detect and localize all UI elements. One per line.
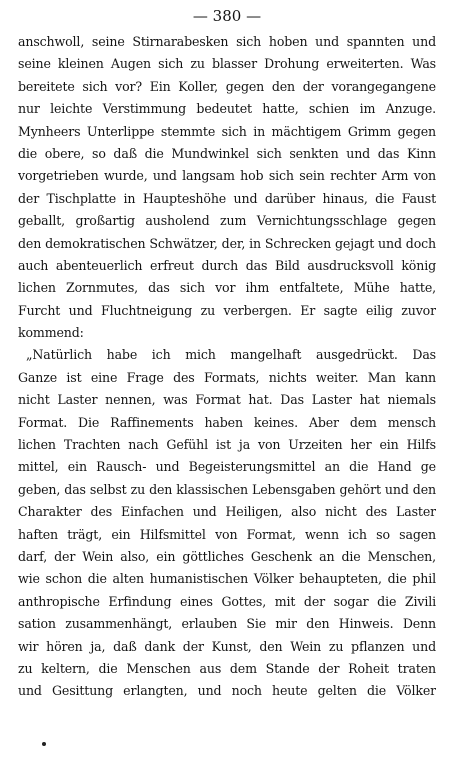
text-line: sation zusammenhängt, erlauben Sie mir den Hinweis. Denn xyxy=(18,616,436,632)
ink-speck xyxy=(42,742,46,746)
page-number: — 380 — xyxy=(192,7,262,25)
text-line: bereitete sich vor? Ein Koller, gegen den der vorangegangene xyxy=(18,78,436,94)
text-line: die obere, so daß die Mundwinkel sich senkten und das Kinn xyxy=(18,145,436,161)
text-line: vorgetrieben wurde, und langsam hob sich sein rechter Arm von xyxy=(18,168,436,184)
body-text xyxy=(18,31,436,703)
text-line: wir hören ja, daß dank der Kunst, den Wein zu pflanzen und xyxy=(18,638,436,654)
text-line: den demokratischen Schwätzer, der, in Schrecken gejagt und doch xyxy=(18,235,436,251)
text-line: Mynheers Unterlippe stemmte sich in mächtigem Grimm gegen xyxy=(18,123,436,139)
text-line: Furcht und Fluchtneigung zu verbergen. Er sagte eilig zuvor xyxy=(18,302,436,318)
text-line: anschwoll, seine Stirnarabesken sich hoben und spannten und xyxy=(18,34,436,49)
text-line: geben, das selbst zu den klassischen Lebensgaben gehört und den xyxy=(18,481,436,497)
text-line: seine kleinen Augen sich zu blasser Drohung erweiterten. Was xyxy=(18,56,436,72)
text-line: lichen Trachten nach Gefühl ist ja von Urzeiten her ein Hilfs xyxy=(18,437,436,453)
text-line: und Gesittung erlangten, und noch heute gelten die Völker xyxy=(18,683,436,699)
text-line: nicht Laster nennen, was Format hat. Das Laster hat niemals xyxy=(18,392,436,408)
text-line: auch abenteuerlich erfreut durch das Bild ausdrucksvoll könig xyxy=(18,257,436,273)
text-line: geballt, großartig ausholend zum Vernichtungsschlage gegen xyxy=(18,213,436,229)
text-line: Charakter des Einfachen und Heiligen, also nicht des Laster xyxy=(18,504,436,520)
text-line: der Tischplatte in Haupteshöhe und darüber hinaus, die Faust xyxy=(18,190,436,206)
text-line: Ganze ist eine Frage des Formats, nichts weiter. Man kann xyxy=(18,369,436,385)
text-line: wie schon die alten humanistischen Völker behaupteten, die phil xyxy=(18,571,436,587)
text-line: lichen Zornmutes, das sich vor ihm entfaltete, Mühe hatte, xyxy=(18,280,436,296)
text-line: anthropische Erfindung eines Gottes, mit der sogar die Zivili xyxy=(18,593,436,609)
text-line: nur leichte Verstimmung bedeutet hatte, schien im Anzuge. xyxy=(18,101,436,117)
text-line: „Natürlich habe ich mich mangelhaft ausgedrückt. Das xyxy=(26,347,436,363)
text-line: kommend: xyxy=(18,325,84,341)
text-line: Format. Die Raffinements haben keines. Aber dem mensch xyxy=(18,414,436,430)
text-line: haften trägt, ein Hilfsmittel von Format, wenn ich so sagen xyxy=(18,526,436,542)
text-line: darf, der Wein also, ein göttliches Geschenk an die Menschen, xyxy=(18,548,436,564)
text-line: mittel, ein Rausch- und Begeisterungsmittel an die Hand ge xyxy=(18,459,436,475)
text-line: zu keltern, die Menschen aus dem Stande der Roheit traten xyxy=(18,660,436,676)
